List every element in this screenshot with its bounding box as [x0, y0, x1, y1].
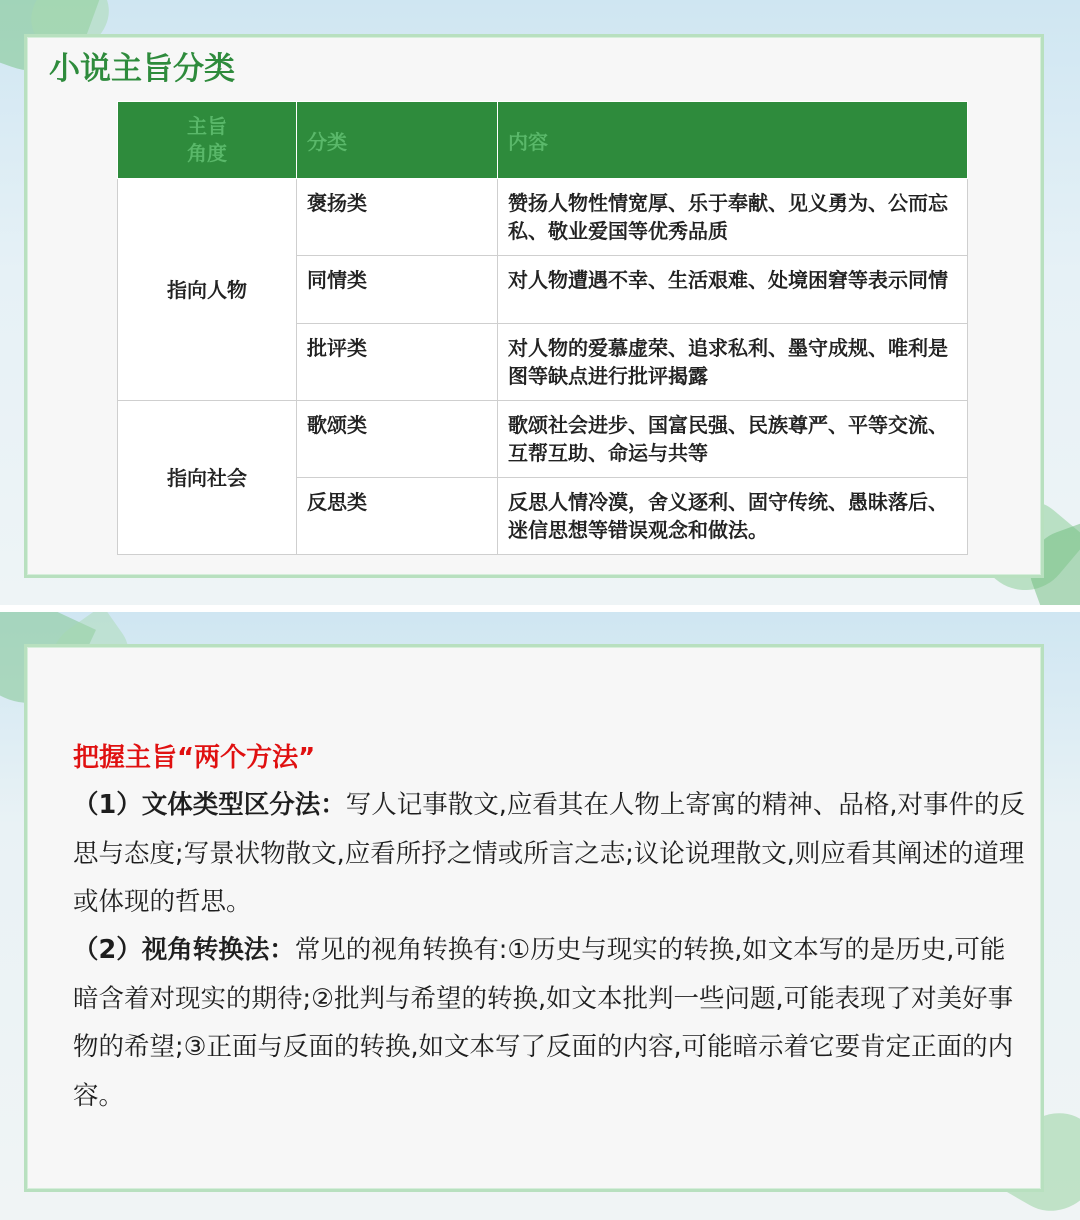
header-category: 分类 — [297, 102, 498, 179]
content-card — [24, 34, 1044, 578]
category-cell: 褒扬类 — [297, 179, 498, 256]
group-label: 指向人物 — [118, 179, 297, 401]
group-label: 指向社会 — [118, 401, 297, 555]
method-text: 写人记事散文,应看其在人物上寄寓的精神、品格,对事件的反思与态度;写景状物散文,应看所抒之情或所言之志;议论说理散文,则应看其阐述的道理或体现的哲思。 — [73, 790, 1025, 917]
content-cell: 对人物的爱慕虚荣、追求私利、墨守成规、唯利是图等缺点进行批评揭露 — [498, 324, 968, 401]
category-cell: 反思类 — [297, 478, 498, 555]
content-cell: 赞扬人物性情宽厚、乐于奉献、见义勇为、公而忘私、敬业爱国等优秀品质 — [498, 179, 968, 256]
category-cell: 歌颂类 — [297, 401, 498, 478]
method-paragraph — [73, 926, 1025, 1120]
content-card — [24, 644, 1044, 1192]
method-label: （1）文体类型区分法： — [73, 790, 346, 820]
method-text: 常见的视角转换有:①历史与现实的转换,如文本写的是历史,可能暗含着对现实的期待;②批判与希望的转换,如文本批判一些问题,可能表现了对美好事物的希望;③正面与反面的转换,如文本写了反面的内容,可能暗示着它要肯定正面的内容。 — [73, 935, 1014, 1111]
slide-theme-classification — [0, 0, 1080, 605]
table-row — [118, 179, 968, 256]
slide-methods — [0, 612, 1080, 1220]
methods-heading: 把握主旨“两个方法” — [73, 743, 316, 773]
content-cell: 反思人情冷漠，舍义逐利、固守传统、愚昧落后、迷信思想等错误观念和做法。 — [498, 478, 968, 555]
slide-divider — [0, 605, 1080, 612]
category-cell: 批评类 — [297, 324, 498, 401]
header-angle: 主旨 角度 — [118, 102, 297, 179]
page-title: 小说主旨分类 — [49, 51, 235, 87]
theme-table — [117, 101, 968, 555]
method-label: （2）视角转换法： — [73, 935, 295, 965]
header-content: 内容 — [498, 102, 968, 179]
category-cell: 同情类 — [297, 256, 498, 324]
method-paragraph — [73, 781, 1025, 927]
content-cell: 对人物遭遇不幸、生活艰难、处境困窘等表示同情 — [498, 256, 968, 324]
table-header-row — [118, 102, 968, 179]
table-row — [118, 401, 968, 478]
content-cell: 歌颂社会进步、国富民强、民族尊严、平等交流、互帮互助、命运与共等 — [498, 401, 968, 478]
